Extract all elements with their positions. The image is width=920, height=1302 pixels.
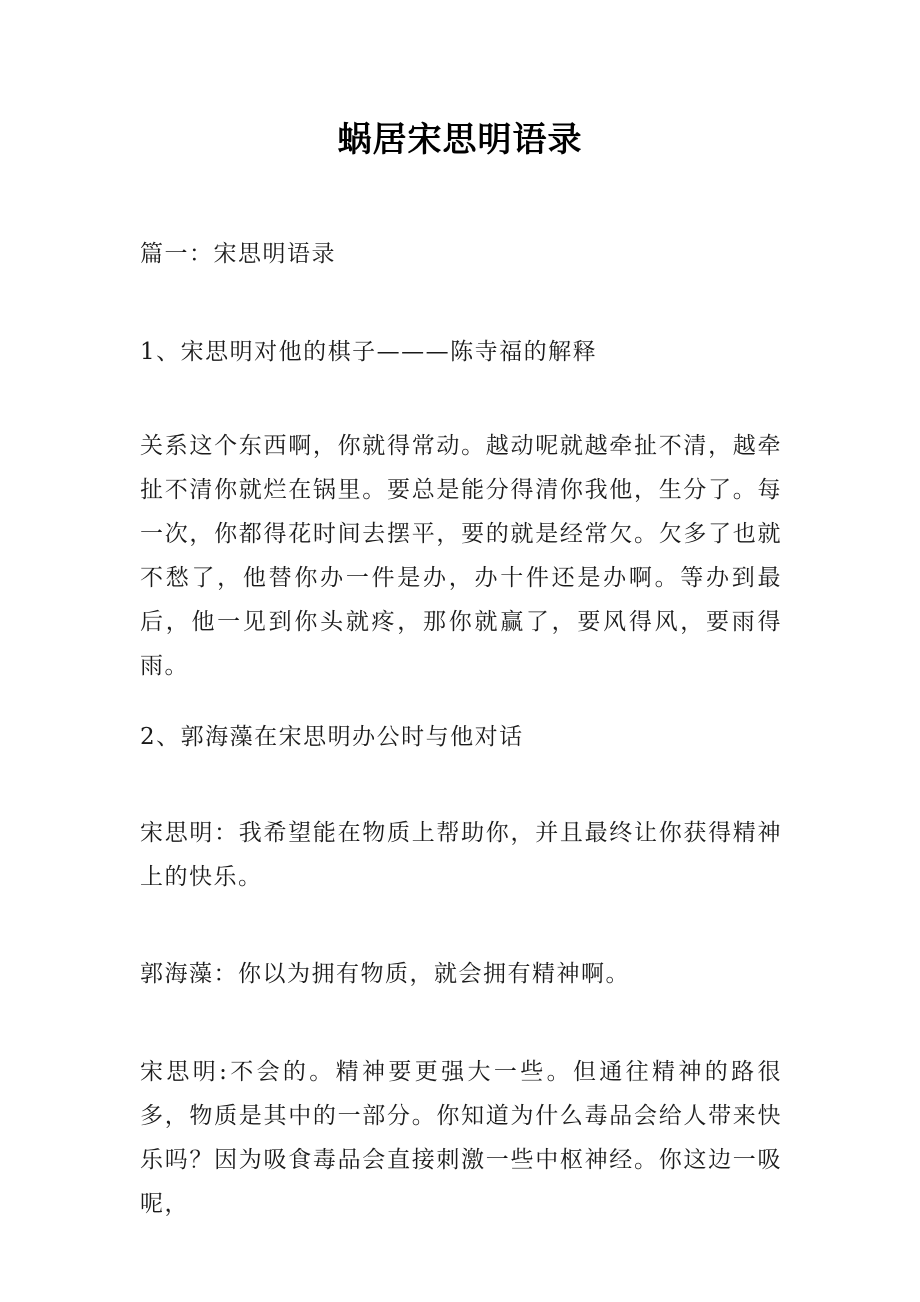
section-heading: 篇一：宋思明语录 (140, 241, 336, 267)
dialogue-paragraph: 郭海藻：你以为拥有物质，就会拥有精神啊。 (140, 961, 630, 987)
dialogue-paragraph: 宋思明:不会的。精神要更强大一些。但通往精神的路很多，物质是其中的一部分。你知道为什么毒品会给人带来快乐吗？因为吸食毒品会直接刺激一些中枢神经。你这边一吸呢， (140, 1059, 782, 1217)
item-heading-2: 2、郭海藻在宋思明办公时与他对话 (140, 724, 524, 750)
item-heading-1: 1、宋思明对他的棋子———陈寺福的解释 (140, 339, 598, 365)
body-paragraph: 关系这个东西啊，你就得常动。越动呢就越牵扯不清，越牵扯不清你就烂在锅里。要总是能分得清你我他，生分了。每一次，你都得花时间去摆平，要的就是经常欠。欠多了也就不愁了，他替你办一件是办，办十件还是办啊。等办到最后，他一见到你头就疼，那你就赢了，要风得风，要雨得雨。 (140, 433, 782, 679)
document-title: 蜗居宋思明语录 (337, 120, 583, 160)
dialogue-paragraph: 宋思明：我希望能在物质上帮助你，并且最终让你获得精神上的快乐。 (140, 820, 782, 890)
